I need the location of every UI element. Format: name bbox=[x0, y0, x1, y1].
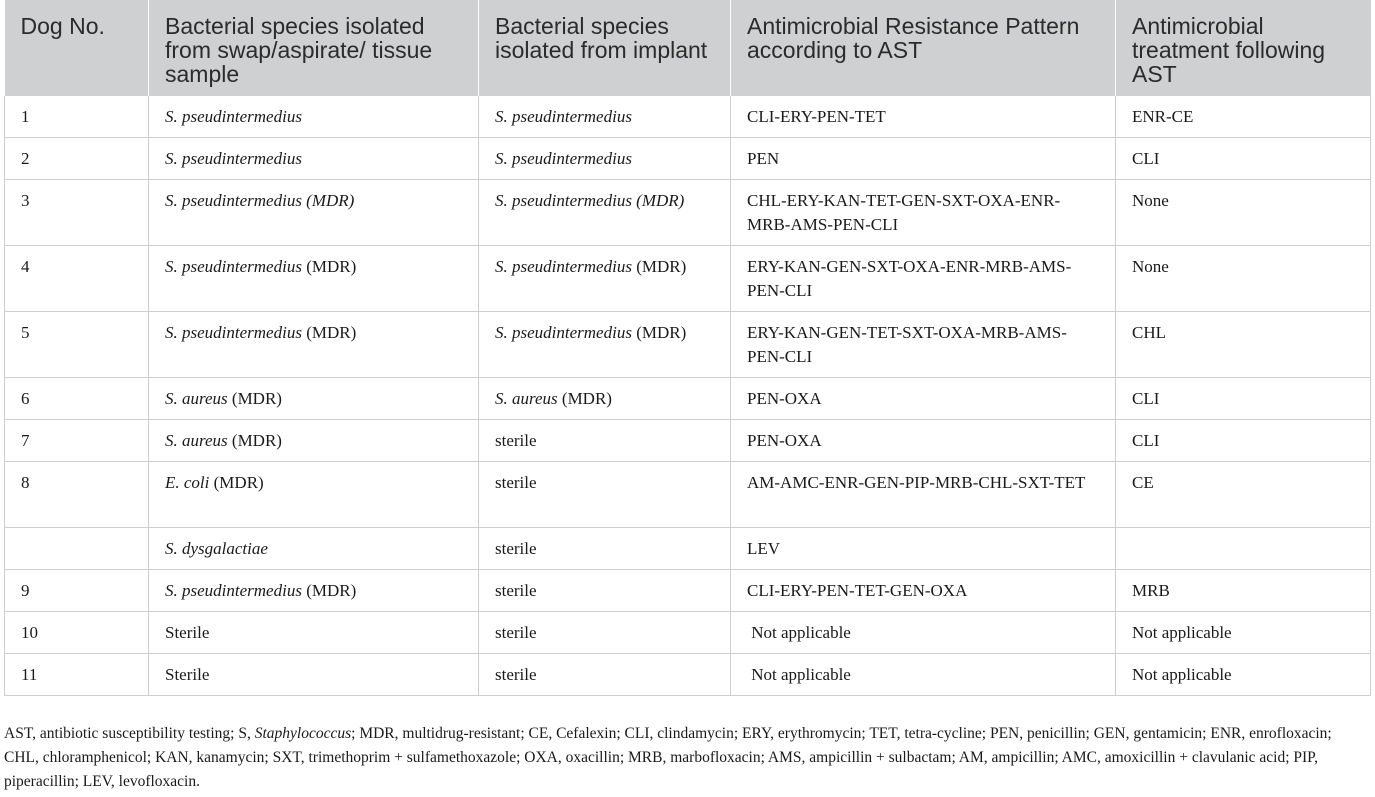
header-implant-species: Bacterial species isolated from implant bbox=[479, 0, 731, 96]
implant-species-note: sterile bbox=[495, 665, 537, 684]
table-row bbox=[5, 180, 1371, 246]
header-sample-species: Bacterial species isolated from swap/aspirate/ tissue sample bbox=[149, 0, 479, 96]
table-row bbox=[5, 420, 1371, 462]
cell-resistance-pattern: Not applicable bbox=[731, 612, 1116, 654]
cell-dog-no: 7 bbox=[5, 420, 149, 462]
cell-treatment: ENR-CE bbox=[1116, 96, 1371, 138]
table-row bbox=[5, 246, 1371, 312]
cell-dog-no: 10 bbox=[5, 612, 149, 654]
footnote-part1: AST, antibiotic susceptibility testing; S, bbox=[4, 725, 255, 742]
sample-species-name: S. pseudintermedius (MDR) bbox=[165, 191, 355, 210]
table-row bbox=[5, 96, 1371, 138]
results-table-container bbox=[4, 0, 1370, 696]
cell-resistance-pattern: CLI-ERY-PEN-TET bbox=[731, 96, 1116, 138]
header-dog-no: Dog No. bbox=[5, 0, 149, 96]
header-resistance-pattern: Antimicrobial Resistance Pattern according to AST bbox=[731, 0, 1116, 96]
header-treatment: Antimicrobial treatment following AST bbox=[1116, 0, 1371, 96]
sample-species-name: S. pseudintermedius bbox=[165, 257, 302, 276]
cell-dog-no: 8 bbox=[5, 462, 149, 528]
cell-dog-no: 3 bbox=[5, 180, 149, 246]
cell-resistance-pattern: CLI-ERY-PEN-TET-GEN-OXA bbox=[731, 570, 1116, 612]
sample-species-name: S. pseudintermedius bbox=[165, 323, 302, 342]
table-row bbox=[5, 378, 1371, 420]
cell-resistance-pattern: AM-AMC-ENR-GEN-PIP-MRB-CHL-SXT-TET bbox=[731, 462, 1116, 528]
cell-dog-no: 9 bbox=[5, 570, 149, 612]
implant-species-name: S. pseudintermedius bbox=[495, 257, 632, 276]
implant-species-name: S. pseudintermedius bbox=[495, 323, 632, 342]
cell-implant-species bbox=[479, 378, 731, 420]
table-row bbox=[5, 570, 1371, 612]
cell-resistance-pattern: PEN bbox=[731, 138, 1116, 180]
cell-sample-species bbox=[149, 378, 479, 420]
cell-implant-species bbox=[479, 180, 731, 246]
table-row bbox=[5, 612, 1371, 654]
cell-dog-no: 11 bbox=[5, 654, 149, 696]
cell-implant-species bbox=[479, 138, 731, 180]
table-footnote bbox=[4, 722, 1370, 794]
cell-resistance-pattern: LEV bbox=[731, 528, 1116, 570]
sample-species-note: (MDR) bbox=[301, 257, 357, 276]
table-row bbox=[5, 654, 1371, 696]
cell-implant-species bbox=[479, 612, 731, 654]
cell-implant-species bbox=[479, 246, 731, 312]
cell-resistance-pattern: PEN-OXA bbox=[731, 378, 1116, 420]
cell-resistance-pattern: CHL-ERY-KAN-TET-GEN-SXT-OXA-ENR-MRB-AMS-PEN-CLI bbox=[731, 180, 1116, 246]
cell-sample-species bbox=[149, 654, 479, 696]
table-row bbox=[5, 462, 1371, 528]
cell-implant-species bbox=[479, 462, 731, 528]
implant-species-note: sterile bbox=[495, 623, 537, 642]
sample-species-name: S. dysgalactiae bbox=[165, 539, 268, 558]
sample-species-note: (MDR) bbox=[301, 581, 357, 600]
cell-treatment: None bbox=[1116, 246, 1371, 312]
cell-treatment: Not applicable bbox=[1116, 612, 1371, 654]
implant-species-note: (MDR) bbox=[631, 257, 687, 276]
implant-species-note: sterile bbox=[495, 473, 537, 492]
cell-treatment: CE bbox=[1116, 462, 1371, 528]
implant-species-note: sterile bbox=[495, 431, 537, 450]
cell-sample-species bbox=[149, 312, 479, 378]
implant-species-name: S. pseudintermedius (MDR) bbox=[495, 191, 685, 210]
sample-species-name: S. aureus bbox=[165, 431, 228, 450]
implant-species-note: (MDR) bbox=[631, 323, 687, 342]
results-table bbox=[4, 0, 1371, 696]
cell-resistance-pattern: ERY-KAN-GEN-SXT-OXA-ENR-MRB-AMS-PEN-CLI bbox=[731, 246, 1116, 312]
cell-sample-species bbox=[149, 138, 479, 180]
cell-treatment: CLI bbox=[1116, 378, 1371, 420]
implant-species-note: (MDR) bbox=[557, 389, 612, 408]
cell-implant-species bbox=[479, 570, 731, 612]
cell-dog-no: 6 bbox=[5, 378, 149, 420]
cell-treatment bbox=[1116, 528, 1371, 570]
cell-sample-species bbox=[149, 420, 479, 462]
implant-species-name: S. aureus bbox=[495, 389, 558, 408]
cell-sample-species bbox=[149, 570, 479, 612]
cell-implant-species bbox=[479, 96, 731, 138]
cell-dog-no: 4 bbox=[5, 246, 149, 312]
sample-species-note: (MDR) bbox=[209, 473, 264, 492]
cell-dog-no: 2 bbox=[5, 138, 149, 180]
cell-sample-species bbox=[149, 246, 479, 312]
footnote-part2: ; MDR, multidrug-resistant; CE, Cefalexin; CLI, clindamycin; ERY, erythromycin; TET, tetra-cycline; PEN, penicillin; GEN, gentamicin; ENR, enrofloxacin; CHL, chloramphenicol; KAN, kanamycin; SXT, trimethoprim + sulfamethoxazole; OXA, oxacillin; MRB, marbofloxacin; AMS, ampicillin + sulbactam; AM, ampicillin; AMC, amoxicillin + clavulanic acid; PIP, piperacillin; LEV, levofloxacin. bbox=[4, 725, 1332, 790]
cell-sample-species bbox=[149, 462, 479, 528]
cell-sample-species bbox=[149, 612, 479, 654]
sample-species-name: E. coli bbox=[165, 473, 210, 492]
cell-treatment: None bbox=[1116, 180, 1371, 246]
table-row bbox=[5, 312, 1371, 378]
footnote-staphylococcus: Staphylococcus bbox=[254, 725, 352, 742]
table-body bbox=[5, 96, 1371, 696]
sample-species-note: (MDR) bbox=[227, 431, 282, 450]
cell-treatment: MRB bbox=[1116, 570, 1371, 612]
sample-species-note: (MDR) bbox=[301, 323, 357, 342]
sample-species-name: S. pseudintermedius bbox=[165, 581, 302, 600]
cell-implant-species bbox=[479, 312, 731, 378]
cell-sample-species bbox=[149, 96, 479, 138]
sample-species-note: Sterile bbox=[165, 623, 210, 642]
cell-treatment: CLI bbox=[1116, 138, 1371, 180]
cell-resistance-pattern: ERY-KAN-GEN-TET-SXT-OXA-MRB-AMS-PEN-CLI bbox=[731, 312, 1116, 378]
cell-sample-species bbox=[149, 180, 479, 246]
cell-dog-no bbox=[5, 528, 149, 570]
cell-sample-species bbox=[149, 528, 479, 570]
sample-species-name: S. aureus bbox=[165, 389, 228, 408]
cell-implant-species bbox=[479, 654, 731, 696]
implant-species-name: S. pseudintermedius bbox=[495, 149, 632, 168]
table-row bbox=[5, 528, 1371, 570]
sample-species-note: (MDR) bbox=[227, 389, 282, 408]
sample-species-note: Sterile bbox=[165, 665, 210, 684]
cell-treatment: CHL bbox=[1116, 312, 1371, 378]
cell-implant-species bbox=[479, 528, 731, 570]
cell-resistance-pattern: PEN-OXA bbox=[731, 420, 1116, 462]
table-row bbox=[5, 138, 1371, 180]
cell-implant-species bbox=[479, 420, 731, 462]
cell-resistance-pattern: Not applicable bbox=[731, 654, 1116, 696]
sample-species-name: S. pseudintermedius bbox=[165, 149, 302, 168]
implant-species-name: S. pseudintermedius bbox=[495, 107, 632, 126]
cell-treatment: Not applicable bbox=[1116, 654, 1371, 696]
header-row bbox=[5, 0, 1371, 96]
cell-dog-no: 1 bbox=[5, 96, 149, 138]
sample-species-name: S. pseudintermedius bbox=[165, 107, 302, 126]
cell-dog-no: 5 bbox=[5, 312, 149, 378]
table-header bbox=[5, 0, 1371, 96]
cell-treatment: CLI bbox=[1116, 420, 1371, 462]
implant-species-note: sterile bbox=[495, 539, 537, 558]
implant-species-note: sterile bbox=[495, 581, 537, 600]
